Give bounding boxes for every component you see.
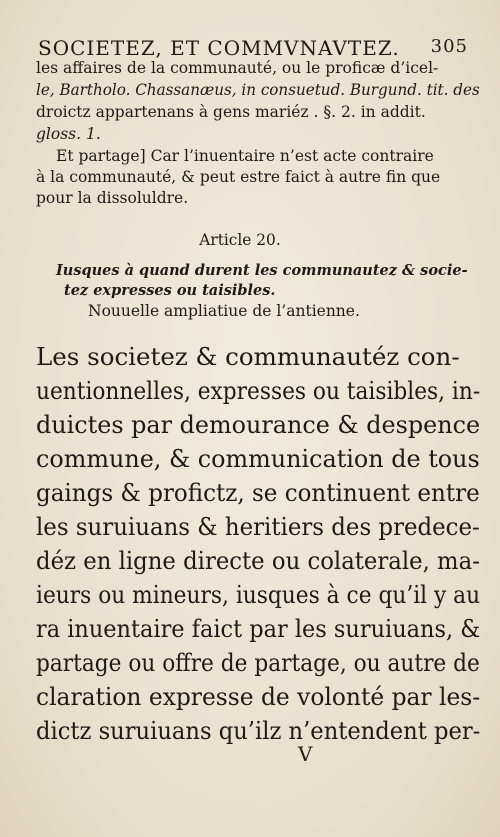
article-heading: Article 20. — [199, 230, 281, 249]
summary-line: tez expresses ou taisibles. — [64, 282, 276, 299]
body-line: uentionnelles, expresses ou taisibles, in- — [36, 376, 481, 405]
running-head-title: SOCIETEZ, ET COMMVNAVTEZ. — [38, 36, 400, 60]
summary-note: Nouuelle ampliatiue de l’antienne. — [88, 302, 360, 320]
top-paragraph-line: droictz appartenans à gens mariéz . §. 2. in addit. — [36, 103, 426, 121]
body-line: déz en ligne directe ou colaterale, ma- — [36, 546, 480, 575]
top-paragraph-line: gloss. 1. — [36, 125, 101, 143]
running-head — [38, 36, 468, 60]
catchword: V — [298, 742, 313, 766]
note-paragraph-line: à la communauté, & peut estre faict à autre fin que — [36, 168, 441, 186]
body-line: dictz suruiuans qu’ilz n’entendent per- — [36, 716, 481, 745]
top-paragraph-line: les affaires de la communauté, ou le proficӕ d’icel- — [36, 59, 439, 77]
top-paragraph-line: le, Bartholo. Chassanæus, in consuetud. Burgund. tit. des — [36, 81, 480, 99]
body-line: les suruiuans & heritiers des predece- — [36, 512, 480, 541]
note-paragraph-line: pour la dissoluldre. — [36, 189, 189, 207]
page-number: 305 — [430, 36, 468, 57]
summary-line: Iusques à quand durent les communautez & socie- — [56, 262, 468, 279]
body-line: Les societez & communautéz con- — [36, 342, 460, 371]
body-line: claration expresse de volonté par les- — [36, 682, 481, 711]
body-line: gaings & profictz, se continuent entre — [36, 478, 480, 507]
body-line: ra inuentaire faict par les suruiuans, & — [36, 614, 481, 643]
body-line: commune, & communication de tous — [36, 444, 480, 473]
body-line: duictes par demourance & despence — [36, 410, 481, 439]
body-line: partage ou offre de partage, ou autre de — [36, 648, 480, 677]
note-paragraph-line: Et partage] Car l’inuentaire n’est acte contraire — [56, 147, 434, 165]
body-line: ieurs ou mineurs, iusques à ce qu’il y au — [36, 580, 481, 609]
